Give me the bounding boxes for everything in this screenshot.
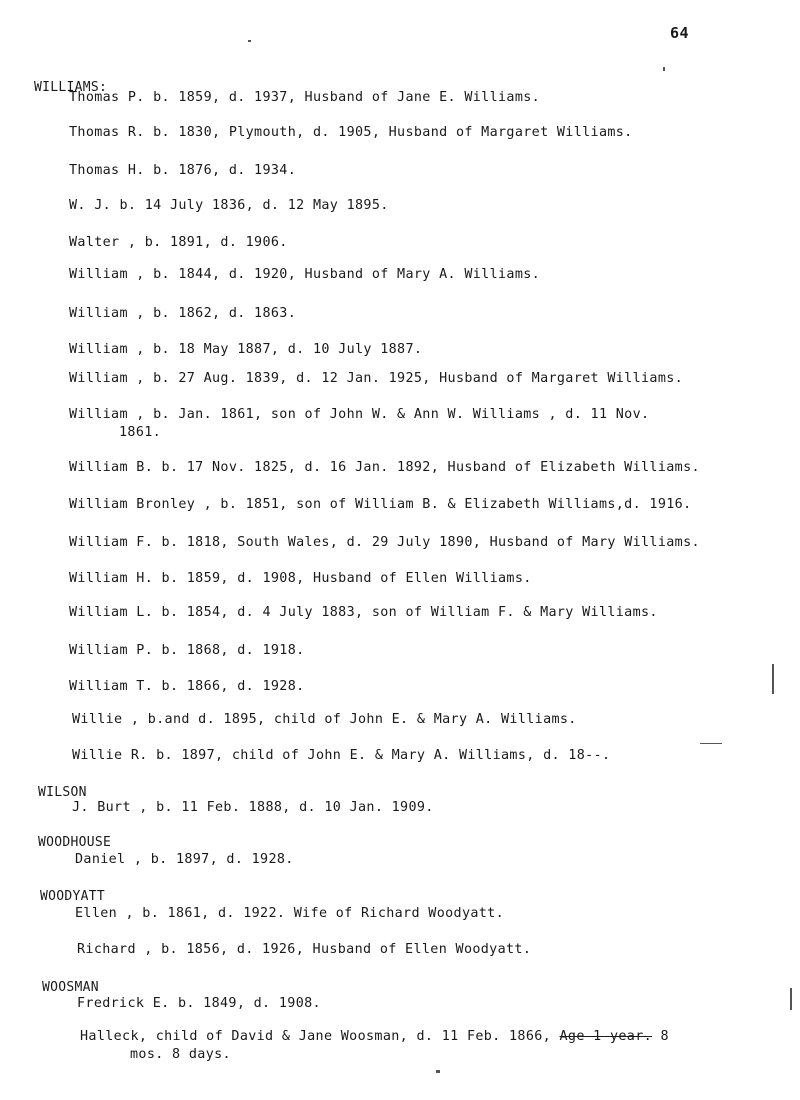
- entry-halleck-tail: 8: [652, 1029, 669, 1044]
- entry-thomas-p: Thomas P. b. 1859, d. 1937, Husband of Jane E. Williams.: [69, 90, 541, 105]
- entry-willie-r: Willie R. b. 1897, child of John E. & Mary A. Williams, d. 18--.: [72, 748, 611, 763]
- entry-william-h: William H. b. 1859, d. 1908, Husband of Ellen Williams.: [69, 571, 532, 586]
- entry-fredrick: Fredrick E. b. 1849, d. 1908.: [77, 996, 321, 1011]
- entry-william-p: William P. b. 1868, d. 1918.: [69, 643, 305, 658]
- entry-william-f: William F. b. 1818, South Wales, d. 29 July 1890, Husband of Mary Williams.: [69, 535, 700, 550]
- entry-richard: Richard , b. 1856, d. 1926, Husband of Ellen Woodyatt.: [77, 942, 532, 957]
- entry-halleck-main: Halleck, child of David & Jane Woosman, d. 11 Feb. 1866,: [80, 1029, 552, 1044]
- entry-william-b: William B. b. 17 Nov. 1825, d. 16 Jan. 1892, Husband of Elizabeth Williams.: [69, 460, 700, 475]
- entry-thomas-r: Thomas R. b. 1830, Plymouth, d. 1905, Husband of Margaret Williams.: [69, 125, 633, 140]
- entry-william-1862: William , b. 1862, d. 1863.: [69, 306, 297, 321]
- entry-william-1861: [69, 406, 649, 442]
- entry-william-1844: William , b. 1844, d. 1920, Husband of Mary A. Williams.: [69, 267, 541, 282]
- scan-speck: [772, 664, 774, 694]
- scan-speck: [790, 988, 792, 1010]
- page-number: 64: [670, 24, 690, 42]
- entry-willie-1895: Willie , b.and d. 1895, child of John E. & Mary A. Williams.: [72, 712, 577, 727]
- entry-halleck-continuation: mos. 8 days.: [130, 1047, 231, 1062]
- surname-heading-wilson: WILSON: [38, 785, 87, 800]
- entry-halleck-struck-text: Age 1 year.: [559, 1029, 653, 1044]
- entry-ellen: Ellen , b. 1861, d. 1922. Wife of Richard Woodyatt.: [75, 906, 505, 921]
- entry-william-1887: William , b. 18 May 1887, d. 10 July 1887.: [69, 342, 423, 357]
- entry-william-1861-line1: William , b. Jan. 1861, son of John W. & Ann W. Williams , d. 11 Nov.: [69, 407, 650, 422]
- entry-walter: Walter , b. 1891, d. 1906.: [69, 235, 288, 250]
- entry-william-1839: William , b. 27 Aug. 1839, d. 12 Jan. 1925, Husband of Margaret Williams.: [69, 371, 684, 386]
- surname-heading-williams: WILLIAMS:: [34, 80, 108, 95]
- entry-william-l: William L. b. 1854, d. 4 July 1883, son of William F. & Mary Williams.: [69, 605, 658, 620]
- surname-heading-woodhouse: WOODHOUSE: [38, 835, 112, 850]
- surname-heading-woodyatt: WOODYATT: [40, 889, 106, 904]
- entry-halleck: [80, 1028, 669, 1064]
- scan-speck: [700, 743, 722, 744]
- entry-william-bronley: William Bronley , b. 1851, son of William B. & Elizabeth Williams,d. 1916.: [69, 497, 692, 512]
- entry-w-j: W. J. b. 14 July 1836, d. 12 May 1895.: [69, 198, 389, 213]
- scan-speck: [663, 67, 665, 71]
- entry-william-t: William T. b. 1866, d. 1928.: [69, 679, 305, 694]
- entry-thomas-h: Thomas H. b. 1876, d. 1934.: [69, 163, 297, 178]
- entry-j-burt: J. Burt , b. 11 Feb. 1888, d. 10 Jan. 1909.: [72, 800, 434, 815]
- surname-heading-woosman: WOOSMAN: [42, 980, 99, 995]
- entry-william-1861-line2: 1861.: [119, 425, 162, 440]
- scan-speck: [436, 1070, 440, 1073]
- scan-speck: [248, 40, 251, 42]
- entry-daniel: Daniel , b. 1897, d. 1928.: [75, 852, 294, 867]
